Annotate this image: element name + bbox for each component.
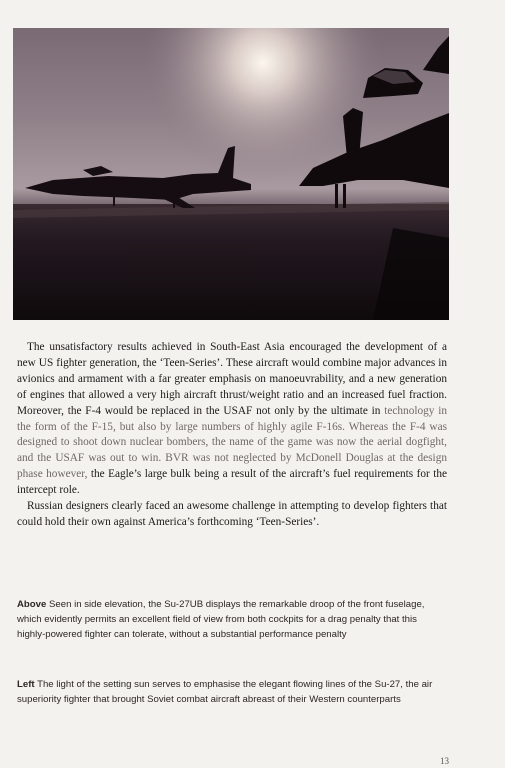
caption-above-text: Seen in side elevation, the Su-27UB displays the remarkable droop of the front fuselage, which evidently permits an excellent field of view from both cockpits for a drag penalty that this highly-powered fighter can tolerate, without a substantial performance penalty xyxy=(17,599,425,641)
paragraph-2: Russian designers clearly faced an awesome challenge in attempting to develop fighters that could hold their own against America’s forthcoming ‘Teen-Series’. xyxy=(17,500,447,528)
paragraph-1-part-a: The unsatisfactory results achieved in South-East Asia encouraged the development of a new US fighter generation, the ‘Teen-Series’. These aircraft would combine major advances in avionics and armament with a far greater emphasis on manoeuvrability, and a new generation of engines that allowed a very high aircraft thrust/weight ratio and an increased fuel fraction. Moreover, the F-4 would be replaced in the USAF not only by the ultimate in xyxy=(17,341,447,417)
page-number: 13 xyxy=(440,756,449,766)
paragraph-1-part-b: technology in the form of the F-15, but also by large numbers of highly agile F-16s. Whereas the F-4 was designed to shoot down nuclear bombers, the name of the game was now the aerial dogfight, and the USAF was out to win. BVR was not neglected by McDonell Douglas at the design phase however, xyxy=(17,404,448,481)
paragraph-1 xyxy=(17,340,447,499)
caption-left-text: The light of the setting sun serves to emphasise the elegant flowing lines of the Su-27, the air superiority fighter that brought Soviet combat aircraft abreast of their Western counterparts xyxy=(17,679,433,706)
caption-above-label: Above xyxy=(17,599,47,610)
caption-left xyxy=(17,677,447,707)
caption-left-label: Left xyxy=(17,679,35,690)
caption-above xyxy=(17,597,447,643)
sunset-jets-photo xyxy=(13,28,449,320)
paragraph-1-part-c: the Eagle’s large bulk being a result of the aircraft’s fuel requirements for the intercept role. xyxy=(17,468,447,497)
photo-illustration xyxy=(13,28,449,320)
article-body xyxy=(17,340,447,531)
